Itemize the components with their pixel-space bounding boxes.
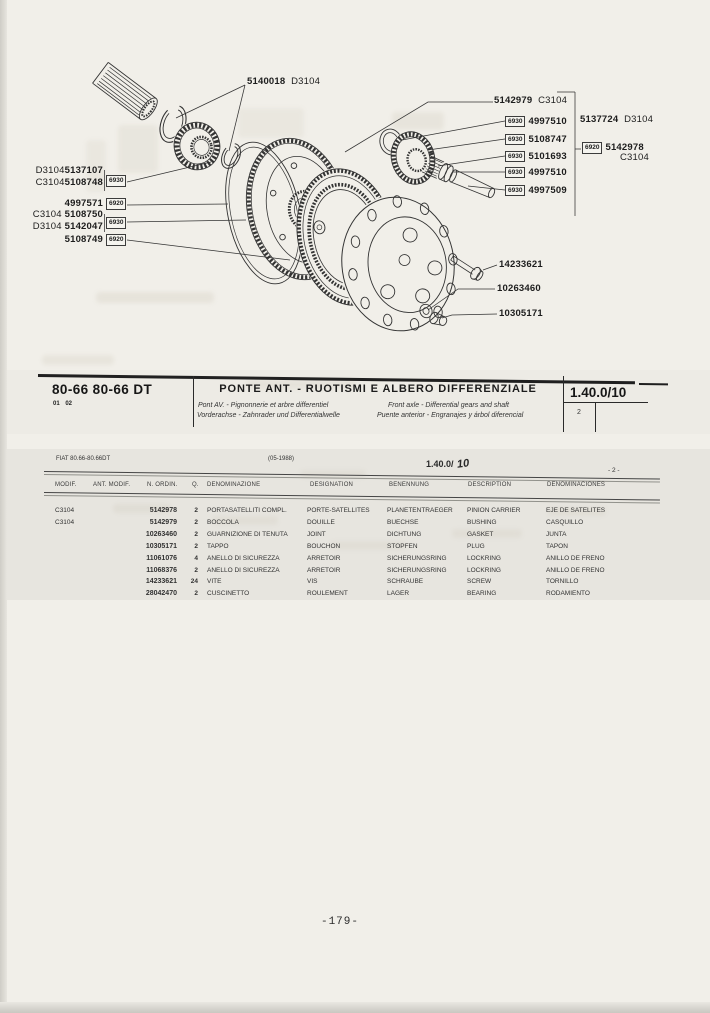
- table-meta-page: - 2 -: [608, 467, 620, 474]
- cell-denominazione: VITE: [207, 578, 222, 586]
- leader-line: [127, 162, 211, 182]
- leader-line: [483, 265, 497, 270]
- table-row: [0, 505, 655, 517]
- cell-designation: BOUCHON: [307, 542, 341, 550]
- col-header-n-ordin: N. ORDIN.: [147, 482, 178, 488]
- cell-denominazione: ANELLO DI SICUREZZA: [207, 554, 280, 562]
- cell-benennung: PLANETENTRAEGER: [387, 507, 453, 515]
- assembly-code-box: 6920: [106, 234, 126, 246]
- cell-benennung: SICHERUNGSRING: [387, 554, 447, 562]
- cell-designation: JOINT: [307, 531, 326, 539]
- col-header-description: DESCRIPTION: [468, 482, 512, 488]
- table-meta-date: (05-1988): [268, 456, 295, 462]
- variant-codes: 01 02: [53, 401, 73, 407]
- cell-description: LOCKRING: [467, 554, 501, 562]
- cell-q: 2: [194, 590, 198, 598]
- callout-5108749: [65, 235, 103, 244]
- part-number: 5142047: [64, 220, 103, 232]
- cell-n_ordin: 5142979: [149, 519, 177, 527]
- cell-denominaciones: RODAMIENTO: [546, 590, 590, 598]
- table-meta-code-handwritten: 10: [455, 457, 470, 471]
- callout-stack-item: [505, 151, 567, 163]
- callout-stack-item: [505, 167, 567, 179]
- cell-q: 2: [194, 507, 198, 515]
- table-row: [0, 552, 655, 564]
- snap-ring-rear: [218, 141, 244, 172]
- table-meta-code-printed: 1.40.0/: [426, 459, 454, 469]
- cell-q: 24: [190, 578, 198, 586]
- cell-designation: ARRETOIR: [307, 566, 341, 574]
- callout-4997571: [65, 199, 103, 208]
- cell-benennung: DICHTUNG: [387, 531, 422, 539]
- part-number: 4997510: [528, 166, 567, 178]
- section-code-underline: [563, 402, 648, 403]
- callout-stack-item: [505, 185, 567, 197]
- table-row: [0, 576, 655, 588]
- part-number: 5101693: [528, 150, 567, 162]
- cell-designation: ROULEMENT: [307, 590, 348, 598]
- leader-line: [468, 186, 505, 190]
- section-code: 1.40.0/10: [570, 385, 627, 400]
- cell-q: 4: [194, 554, 198, 562]
- model-code: D3104: [291, 76, 321, 87]
- col-header-benennung: BENENNUNG: [389, 482, 430, 488]
- part-number: 4997571: [64, 198, 103, 209]
- cell-description: GASKET: [467, 531, 494, 539]
- cell-n_ordin: 11068376: [146, 566, 177, 574]
- model-code: D3104: [624, 114, 654, 125]
- col-header-modif: MODIF.: [55, 482, 77, 488]
- cell-modif: C3104: [55, 507, 75, 515]
- table-meta-model: FIAT 80.66-80.66DT: [56, 456, 111, 462]
- model-code: C3104: [620, 152, 649, 163]
- cell-denominaciones: JUNTA: [546, 531, 567, 539]
- cell-description: PLUG: [467, 542, 485, 550]
- callout-14233621: 14233621: [499, 259, 543, 270]
- page-number: -179-: [320, 916, 359, 928]
- header-rule-dash: [639, 383, 668, 386]
- cell-n_ordin: 10263460: [145, 531, 177, 539]
- assembly-code-box: 6930: [505, 151, 525, 163]
- cell-q: 2: [194, 531, 198, 539]
- callout-5137724: [580, 115, 653, 124]
- callout-5140018: [247, 77, 320, 86]
- table-row: [0, 564, 655, 576]
- cell-n_ordin: 11061076: [146, 554, 177, 562]
- cell-denominaciones: TAPON: [546, 542, 568, 550]
- table-row: [0, 541, 655, 553]
- cell-description: BUSHING: [467, 519, 497, 527]
- col-header-q: Q.: [192, 482, 199, 488]
- part-number: 5142979: [494, 95, 533, 106]
- cell-modif: C3104: [55, 519, 75, 527]
- cell-q: 2: [194, 519, 198, 527]
- model-code: C3104: [35, 176, 65, 188]
- cell-designation: PORTE-SATELLITES: [307, 507, 370, 515]
- assembly-code-box: 6920: [582, 142, 602, 154]
- table-row: [0, 529, 655, 541]
- assembly-code-box: 6930: [106, 175, 126, 187]
- part-number: 5137724: [580, 114, 619, 125]
- assembly-code-box: 6930: [505, 185, 525, 197]
- scan-edge-bottom: [0, 1002, 710, 1013]
- col-header-designation: DESIGNATION: [310, 482, 354, 488]
- parts-rows: [0, 505, 655, 600]
- cell-description: PINION CARRIER: [467, 507, 521, 515]
- cell-denominazione: GUARNIZIONE DI TENUTA: [207, 531, 288, 539]
- leader-line: [127, 220, 246, 222]
- assembly-code-box: 6920: [106, 198, 126, 210]
- header-divider-right: [563, 376, 564, 432]
- col-header-denominaciones: DENOMINACIONES: [547, 482, 606, 488]
- assembly-code-box: 6930: [505, 134, 525, 146]
- cell-designation: DOUILLE: [307, 519, 335, 527]
- assembly-code-box: 6930: [505, 167, 525, 179]
- part-number: 5108748: [64, 176, 103, 188]
- cell-n_ordin: 5142978: [149, 507, 177, 515]
- part-number: 5108750: [64, 209, 103, 220]
- callout-stack-item: [505, 116, 567, 128]
- cell-denominaciones: CASQUILLO: [546, 519, 584, 527]
- cell-denominazione: BOCCOLA: [207, 519, 239, 527]
- leader-line: [428, 139, 505, 150]
- leader-line: [442, 314, 497, 318]
- part-number: 4997510: [528, 115, 567, 127]
- leader-line: [229, 85, 245, 151]
- part-number: 5142978: [605, 142, 644, 154]
- model-code: C3104: [538, 95, 568, 106]
- leader-line: [402, 121, 505, 140]
- cell-benennung: BUECHSE: [387, 519, 419, 527]
- cell-denominaciones: ANILLO DE FRENO: [546, 566, 605, 574]
- cell-denominaciones: TORNILLO: [546, 578, 579, 586]
- subtitle-spanish: Puente anterior - Engranajes y árbol diferencial: [377, 412, 524, 419]
- part-number: 5137107: [64, 165, 103, 176]
- cell-description: BEARING: [467, 590, 497, 598]
- sheet-box-divider: [595, 402, 596, 432]
- leader-line: [438, 156, 505, 166]
- table-meta-code: [426, 458, 469, 470]
- table-header-row: [0, 479, 710, 491]
- model-code: C3104: [32, 209, 62, 220]
- cell-designation: ARRETOIR: [307, 554, 341, 562]
- page-title: PONTE ANT. - RUOTISMI E ALBERO DIFFERENZIALE: [219, 383, 537, 395]
- cell-benennung: SICHERUNGSRING: [387, 566, 447, 574]
- callout-group-lower-left: [33, 210, 103, 233]
- cell-q: 2: [194, 542, 198, 550]
- model-designation: 80-66 80-66 DT: [52, 382, 153, 397]
- assembly-code-box: 6930: [505, 116, 525, 128]
- cell-designation: VIS: [307, 578, 318, 586]
- cell-n_ordin: 28042470: [145, 590, 177, 598]
- subtitle-english: Front axle - Differential gears and shaft: [388, 402, 510, 409]
- cell-description: SCREW: [467, 578, 492, 586]
- input-shaft: [93, 62, 161, 122]
- callout-10263460: 10263460: [497, 283, 541, 294]
- leader-line: [176, 85, 245, 118]
- cell-denominaciones: EJE DE SATELITES: [546, 507, 606, 515]
- sheet-number: 2: [577, 409, 581, 416]
- part-number: 5108749: [64, 234, 103, 245]
- cell-q: 2: [194, 566, 198, 574]
- cell-denominazione: PORTASATELLITI COMPL.: [207, 507, 287, 515]
- subtitle-french: Pont AV. - Pignonnerie et arbre differentiel: [198, 402, 329, 409]
- cell-denominazione: ANELLO DI SICUREZZA: [207, 566, 280, 574]
- part-number: 5108747: [528, 133, 567, 145]
- cell-benennung: LAGER: [387, 590, 410, 598]
- part-number: 4997509: [528, 184, 567, 196]
- subtitle-german: Vorderachse - Zahnrader und Differentialwelle: [197, 412, 340, 419]
- cell-benennung: SCHRAUBE: [387, 578, 424, 586]
- callout-stack-item: [505, 134, 567, 146]
- cell-denominazione: TAPPO: [207, 542, 229, 550]
- cell-denominazione: CUSCINETTO: [207, 590, 250, 598]
- sun-gear: [167, 116, 226, 177]
- model-code: D3104: [32, 220, 62, 232]
- cell-n_ordin: 10305171: [145, 542, 177, 550]
- cell-benennung: STOPFEN: [387, 542, 418, 550]
- assembly-code-box: 6930: [106, 217, 126, 229]
- model-code: D3104: [35, 165, 65, 176]
- callout-10305171: 10305171: [499, 308, 543, 319]
- callout-5142979: [494, 96, 567, 105]
- col-header-denominazione: DENOMINAZIONE: [207, 482, 261, 488]
- cell-description: LOCKRING: [467, 566, 501, 574]
- pinion-gear: [385, 126, 442, 191]
- cell-n_ordin: 14233621: [145, 578, 177, 586]
- part-number: 5140018: [247, 76, 286, 87]
- table-row: [0, 588, 655, 600]
- table-row: [0, 517, 655, 529]
- leader-line: [127, 204, 228, 205]
- col-header-ant-modif: ANT. MODIF.: [93, 482, 131, 488]
- callout-group-upper-left: [36, 166, 103, 189]
- cell-denominaciones: ANILLO DE FRENO: [546, 554, 605, 562]
